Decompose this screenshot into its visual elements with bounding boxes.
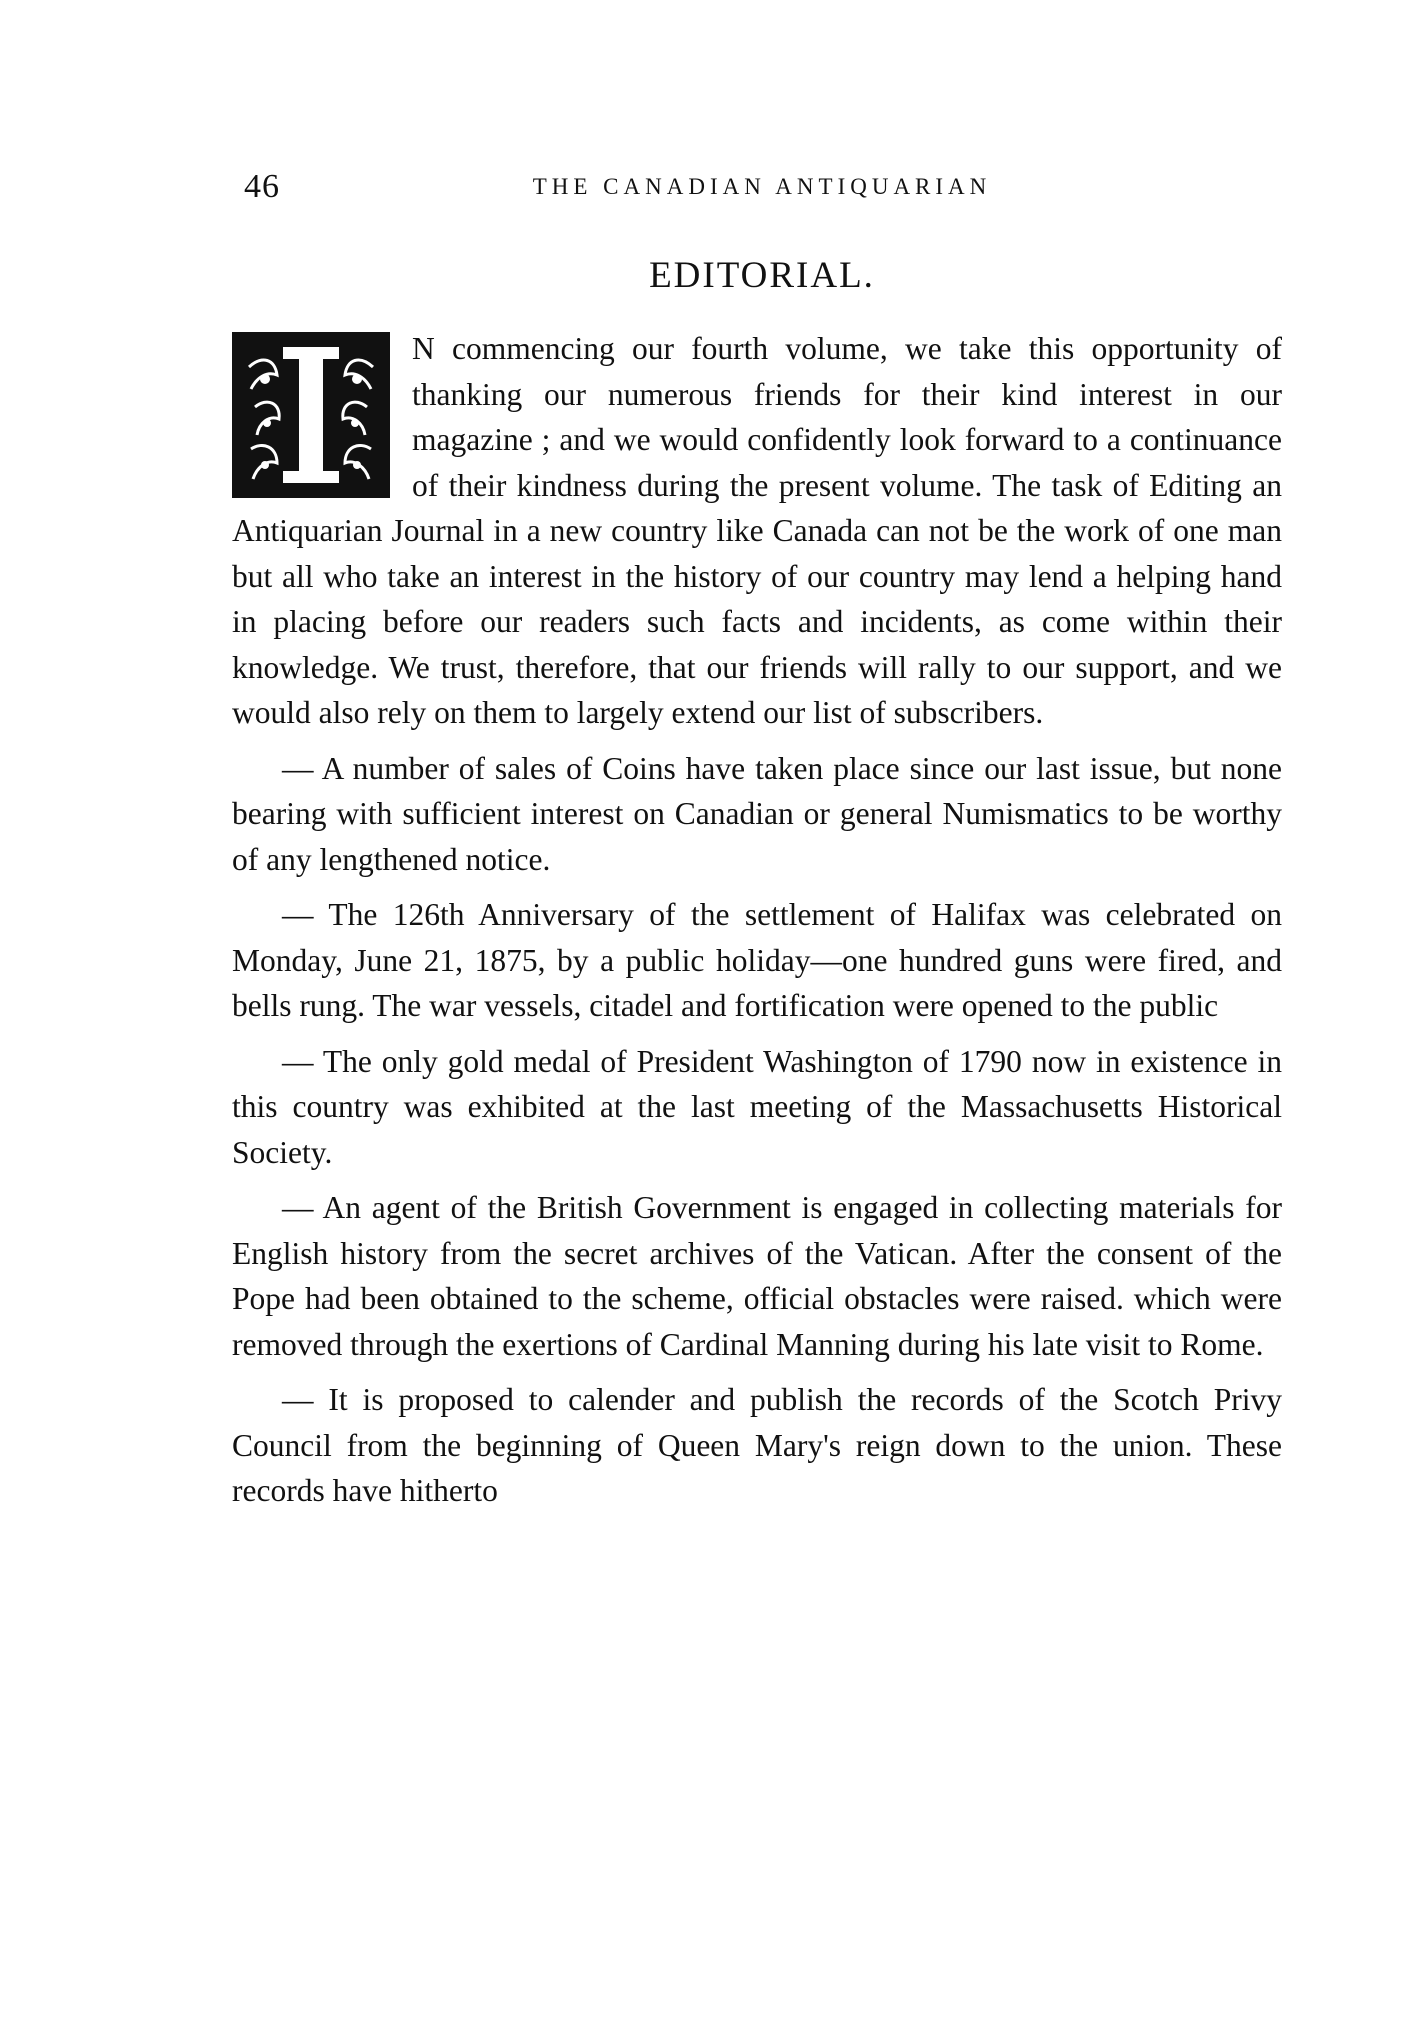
paragraph-1 (232, 326, 1282, 736)
paragraph-2: — A number of sales of Coins have taken place since our last issue, but none bearing with sufficient interest on Canadian or general Numismatics to be worthy of any lengthened notice. (232, 750, 1282, 877)
paragraph-5: — An agent of the British Government is engaged in collecting materials for English history from the secret archives of the Vatican. After the consent of the Pope had been obtained to the scheme, official obstacles were raised. which were removed through the exertions of Cardinal Manning during his late visit to Rome. (232, 1190, 1282, 1362)
running-head: THE CANADIAN ANTIQUARIAN (532, 174, 992, 199)
paragraph-4: — The only gold medal of President Washington of 1790 now in existence in this country was exhibited at the last meeting of the Massachusetts Historical Society. (232, 1043, 1282, 1170)
paragraph-3: — The 126th Anniversary of the settlement of Halifax was celebrated on Monday, June 21, 1875, by a public holiday—one hundred guns were fired, and bells rung. The war vessels, citadel and fortification were opened to the public (232, 897, 1282, 1023)
paragraph-6: — It is proposed to calender and publish the records of the Scotch Privy Council from the beginning of Queen Mary's reign down to the union. These records have hitherto (232, 1382, 1282, 1508)
dropcap-i-icon (237, 337, 385, 493)
paragraph-1-text: N commencing our fourth volume, we take this opportunity of thanking our numerous friends for their kind interest in our magazine ; and we would confidently look forward to a continuance of their kindness during the present volume. The task of Editing an Antiquarian Journal in a new country like Canada can not be the work of one man but all who take an interest in the history of our country may lend a helping hand in placing before our readers such facts and incidents, as come within their knowledge. We trust, therefore, that our friends will rally to our support, and we would also rely on them to largely extend our list of subscribers. (232, 331, 1282, 730)
page-number: 46 (244, 168, 280, 205)
ornamental-dropcap (232, 332, 390, 498)
editorial-body (232, 326, 1282, 1524)
page-header (244, 168, 1280, 218)
section-title: EDITORIAL. (649, 255, 875, 296)
